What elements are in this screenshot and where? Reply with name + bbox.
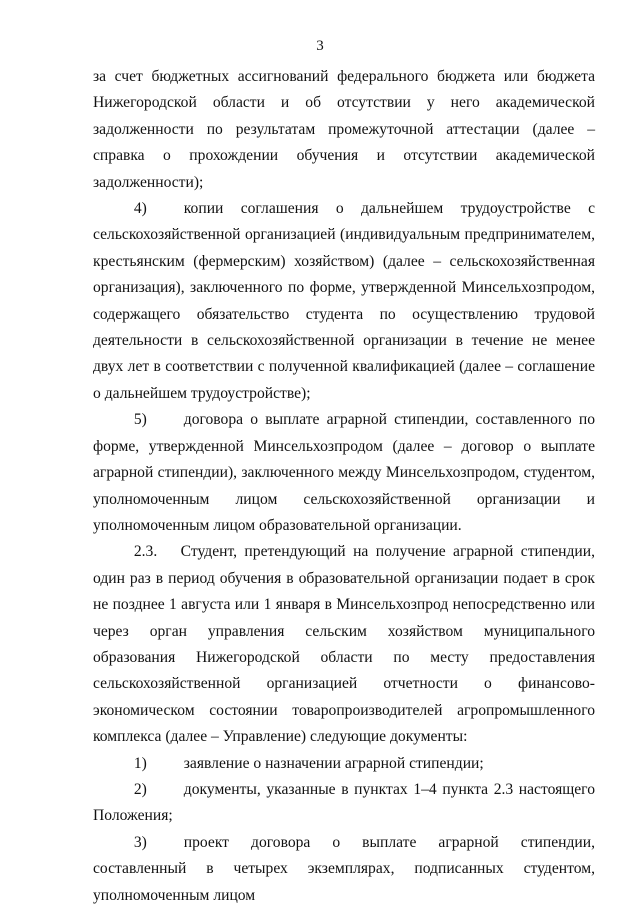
- list-marker: 4): [133, 200, 147, 218]
- list-marker: 3): [133, 833, 147, 851]
- list-item-3: [93, 830, 595, 909]
- list-marker: 2): [133, 780, 147, 798]
- clause-2-3: [93, 539, 595, 750]
- list-item-5: [93, 407, 595, 539]
- paragraph-text: документы, указанные в пунктах 1–4 пункта 2.3 настоящего Положения;: [93, 780, 595, 825]
- list-item-2: [93, 777, 595, 830]
- list-item-1: [93, 751, 595, 777]
- paragraph-text: копии соглашения о дальнейшем трудоустройстве с сельскохозяйственной организацией (индивидуальным предпринимателем, крестьянским (фермерским) хозяйством) (далее – сельскохозяйственная организация), заключенного по форме, утвержденной Минсельхозпродом, содержащего обязательство студента по осуществлению трудовой деятельности в сельскохозяйственной организации в течение не менее двух лет в соответствии с полученной квалификацией (далее – соглашение о дальнейшем трудоустройстве);: [93, 200, 595, 402]
- paragraph-text: Студент, претендующий на получение аграрной стипендии, один раз в период обучения в образовательной организации подает в срок не позднее 1 августа или 1 января в Минсельхозпрод непосредственно или через орган управления сельским хозяйством муниципального образования Нижегородской области по месту предоставления сельскохозяйственной организацией отчетности о финансово-экономическом состоянии товаропроизводителей агропромышленного комплекса (далее – Управление) следующие документы:: [93, 543, 595, 746]
- clause-number: 2.3.: [133, 543, 158, 561]
- paragraph-text: за счет бюджетных ассигнований федерального бюджета или бюджета Нижегородской области и об отсутствии у него академической задолженности по результатам промежуточной аттестации (далее – справка о прохождении обучения и отсутствии академической задолженности);: [93, 68, 595, 191]
- document-body: [93, 64, 595, 909]
- list-marker: 1): [133, 754, 147, 772]
- list-marker: 5): [133, 411, 147, 429]
- page-number: 3: [316, 38, 324, 54]
- list-item-4: [93, 196, 595, 407]
- paragraph-text: проект договора о выплате аграрной стипендии, составленный в четырех экземплярах, подписанных студентом, уполномоченным лицом: [93, 833, 595, 904]
- paragraph-text: договора о выплате аграрной стипендии, составленного по форме, утвержденной Минсельхозпродом (далее – договор о выплате аграрной стипендии), заключенного между Минсельхозпродом, студентом, уполномоченным лицом сельскохозяйственной организации и уполномоченным лицом образовательной организации.: [93, 411, 595, 534]
- paragraph-text: заявление о назначении аграрной стипендии;: [183, 754, 484, 772]
- paragraph-continuation: [93, 64, 595, 196]
